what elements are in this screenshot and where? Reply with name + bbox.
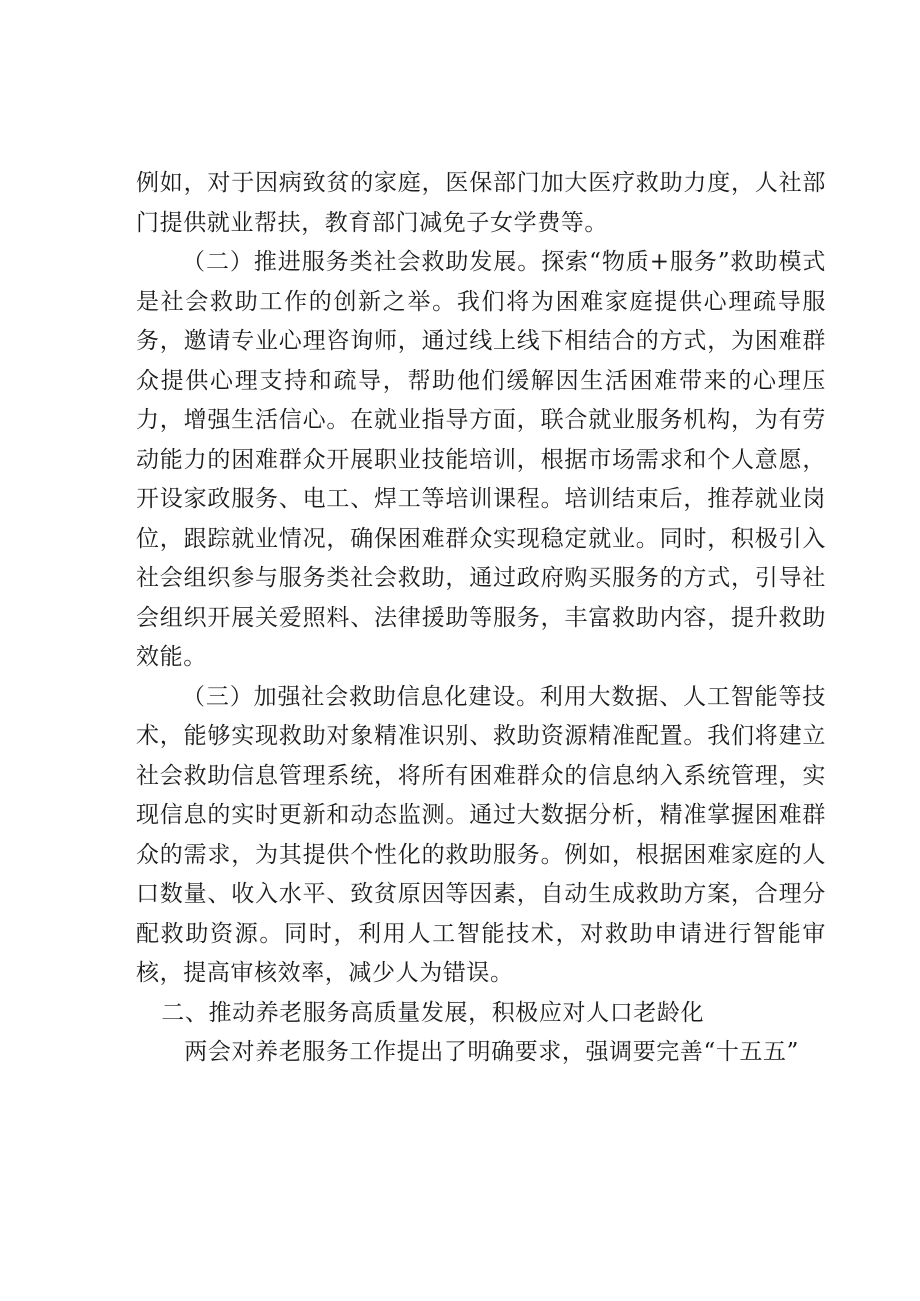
section-heading: 二、推动养老服务高质量发展，积极应对人口老龄化 — [161, 999, 705, 1026]
paragraph-elderly-care: 两会对养老服务工作提出了明确要求，强调要完善“十五五” — [184, 1039, 800, 1065]
document-body — [136, 164, 826, 1073]
paragraph-continuation: 例如，对于因病致贫的家庭，医保部门加大医疗救助力度，人社部门提供就业帮扶，教育部门减免子女学费等。 — [136, 170, 826, 236]
paragraph-service-assistance: （二）推进服务类社会救助发展。探索“物质+服务”救助模式是社会救助工作的创新之举。我们将为困难家庭提供心理疏导服务，邀请专业心理咨询师，通过线上线下相结合的方式，为困难群众提供心理支持和疏导，帮助他们缓解因生活困难带来的心理压力，增强生活信心。在就业指导方面，联合就业服务机构，为有劳动能力的困难群众开展职业技能培训，根据市场需求和个人意愿，开设家政服务、电工、焊工等培训课程。培训结束后，推荐就业岗位，跟踪就业情况，确保困难群众实现稳定就业。同时，积极引入社会组织参与服务类社会救助，通过政府购买服务的方式，引导社会组织开展关爱照料、法律援助等服务，丰富救助内容，提升救助效能。 — [136, 249, 826, 670]
paragraph-informatization: （三）加强社会救助信息化建设。利用大数据、人工智能等技术，能够实现救助对象精准识别、救助资源精准配置。我们将建立社会救助信息管理系统，将所有困难群众的信息纳入系统管理，实现信息的实时更新和动态监测。通过大数据分析，精准掌握困难群众的需求，为其提供个性化的救助服务。例如，根据困难家庭的人口数量、收入水平、致贫原因等因素，自动生成救助方案，合理分配救助资源。同时，利用人工智能技术，对救助申请进行智能审核，提高审核效率，减少人为错误。 — [136, 683, 826, 986]
